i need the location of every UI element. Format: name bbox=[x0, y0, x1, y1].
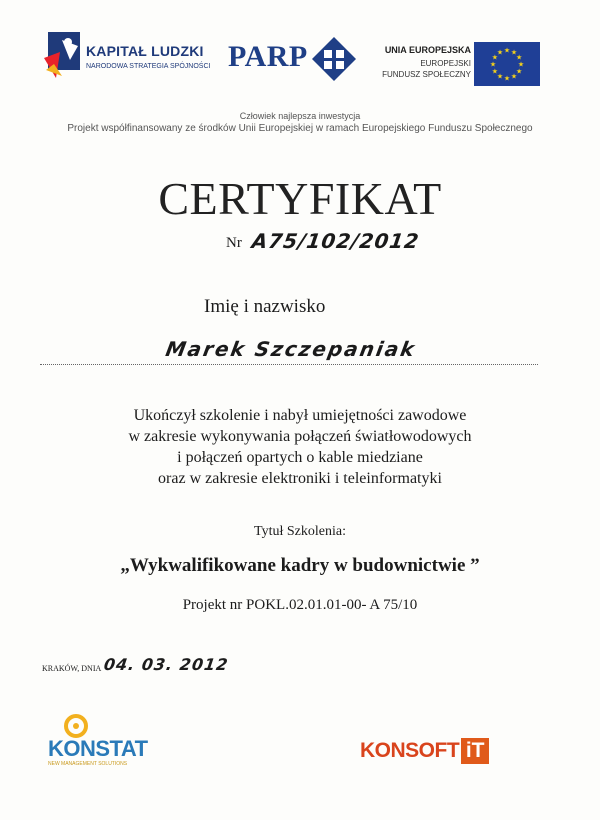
eu-star-icon: ★ bbox=[503, 74, 511, 83]
eu-flag-icon bbox=[474, 42, 540, 86]
body-line: w zakresie wykonywania połączeń światłowodowych bbox=[128, 428, 472, 445]
body-line: i połączeń opartych o kable miedziane bbox=[177, 449, 423, 466]
kapital-ludzki-title: KAPITAŁ LUDZKI bbox=[86, 43, 204, 59]
eu-star-icon: ★ bbox=[496, 48, 504, 57]
eu-star-icon: ★ bbox=[491, 53, 499, 62]
kapital-ludzki-subtitle: NARODOWA STRATEGIA SPÓJNOŚCI bbox=[86, 63, 211, 70]
training-title: „Wykwalifikowane kadry w budownictwie ” bbox=[120, 555, 480, 576]
konsoft-logo bbox=[360, 738, 489, 768]
eu-star-icon: ★ bbox=[489, 60, 497, 69]
konsoft-it-badge: iT bbox=[461, 738, 489, 764]
eu-star-icon: ★ bbox=[517, 60, 525, 69]
konsoft-name: KONSOFT bbox=[360, 739, 460, 762]
parp-logo-text: PARP bbox=[228, 40, 308, 73]
konstat-name: KONSTAT bbox=[48, 736, 148, 761]
ue-title: UNIA EUROPEJSKA bbox=[384, 45, 471, 55]
kapital-ludzki-logo bbox=[42, 30, 222, 82]
parp-emblem-icon bbox=[310, 35, 358, 83]
number-value: A75/102/2012 bbox=[250, 229, 422, 253]
eu-star-icon: ★ bbox=[510, 48, 518, 57]
ue-subtitle bbox=[375, 58, 471, 80]
eu-star-icon: ★ bbox=[515, 53, 523, 62]
ue-subtitle-line2: FUNDUSZ SPOŁECZNY bbox=[382, 70, 471, 79]
kapital-ludzki-emblem-icon bbox=[42, 30, 82, 80]
project-number: Projekt nr POKL.02.01.01-00- A 75/10 bbox=[182, 597, 418, 613]
ue-subtitle-line1: EUROPEJSKI bbox=[420, 59, 471, 68]
eu-star-icon: ★ bbox=[496, 72, 504, 81]
issue-date: 04. 03. 2012 bbox=[102, 655, 230, 674]
body-line: Ukończył szkolenie i nabył umiejętności zawodowe bbox=[133, 407, 467, 424]
training-label: Tytuł Szkolenia: bbox=[254, 524, 346, 539]
tagline: Człowiek najlepsza inwestycja bbox=[239, 111, 361, 121]
cofinancing-note: Projekt współfinansowany ze środków Unii Europejskiej w ramach Europejskiego Funduszu Społecznego bbox=[67, 123, 533, 134]
name-value: Marek Szczepaniak bbox=[163, 337, 419, 361]
name-dotted-line bbox=[40, 364, 538, 365]
eu-star-icon: ★ bbox=[491, 67, 499, 76]
eu-star-icon: ★ bbox=[515, 67, 523, 76]
eu-star-icon: ★ bbox=[510, 72, 518, 81]
place-label: KRAKÓW, DNIA bbox=[42, 664, 102, 673]
konstat-subtitle: NEW MANAGEMENT SOLUTIONS bbox=[48, 761, 128, 767]
body-line: oraz w zakresie elektroniki i teleinformatyki bbox=[158, 470, 442, 487]
name-label: Imię i nazwisko bbox=[204, 296, 326, 317]
number-label: Nr bbox=[226, 235, 242, 251]
konstat-logo bbox=[44, 714, 154, 770]
konstat-emblem-icon bbox=[64, 714, 88, 738]
certificate-title: CERTYFIKAT bbox=[158, 173, 442, 224]
certificate-body bbox=[0, 405, 600, 489]
eu-star-icon: ★ bbox=[503, 46, 511, 55]
